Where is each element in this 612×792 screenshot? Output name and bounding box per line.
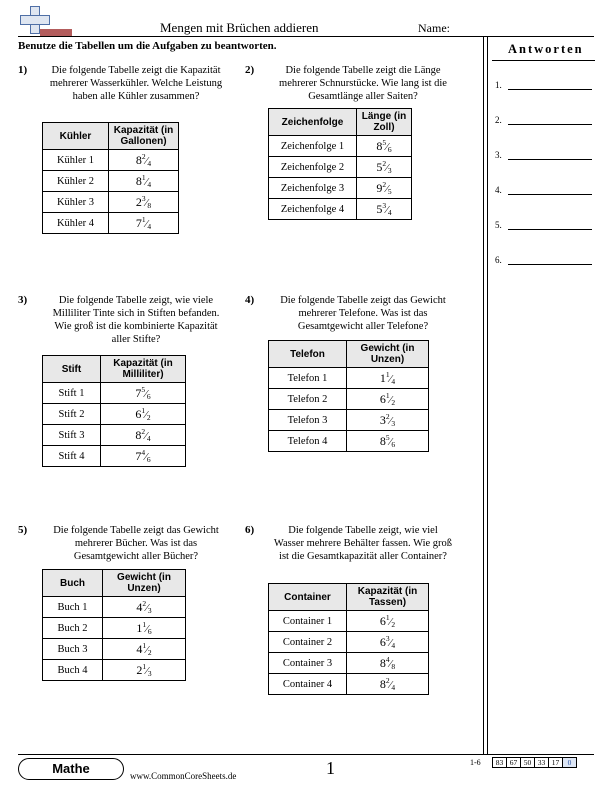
problem-6 bbox=[245, 524, 470, 563]
value-cell bbox=[101, 383, 186, 404]
value-cell bbox=[101, 446, 186, 467]
problem-text: Die folgende Tabelle zeigt das Gewicht mehrerer Telefone. Was ist das Gesamtgewicht aller Telefone? bbox=[280, 295, 446, 332]
score-cell: 33 bbox=[534, 757, 549, 768]
column-header: Gewicht (in Unzen) bbox=[347, 341, 429, 368]
answer-blank[interactable] bbox=[508, 115, 592, 125]
problem-4 bbox=[245, 294, 470, 333]
problem-text: Die folgende Tabelle zeigt, wie viel Wasser mehrere Behälter fassen. Wie groß ist die Gesamtkapazität aller Container? bbox=[273, 525, 453, 562]
table-row bbox=[269, 611, 429, 632]
column-header: Kapazität (in Tassen) bbox=[347, 584, 429, 611]
problem-text: Die folgende Tabelle zeigt die Kapazität mehrerer Wasserkühler. Welche Leistung haben alle Kühler zusammen? bbox=[49, 65, 223, 102]
value-cell bbox=[103, 660, 186, 681]
mixed-fraction: $6^3⁄4$ bbox=[379, 634, 396, 650]
score-key bbox=[493, 757, 577, 768]
row-label: Kühler 2 bbox=[43, 171, 109, 192]
top-rule bbox=[18, 36, 594, 37]
answers-rule bbox=[492, 60, 595, 61]
value-cell bbox=[347, 431, 429, 452]
answer-line[interactable] bbox=[495, 185, 595, 195]
problem-1 bbox=[18, 64, 243, 103]
problem-number: 3) bbox=[18, 294, 28, 306]
value-cell bbox=[109, 171, 179, 192]
value-cell bbox=[357, 199, 412, 220]
logo-icon bbox=[18, 4, 72, 36]
table-header-row bbox=[269, 341, 429, 368]
score-cell: 50 bbox=[520, 757, 535, 768]
table-row bbox=[43, 597, 186, 618]
table-row bbox=[269, 410, 429, 431]
value-cell bbox=[357, 157, 412, 178]
score-cell: 17 bbox=[548, 757, 563, 768]
problem-number: 2) bbox=[245, 64, 255, 76]
name-label: Name: bbox=[418, 21, 450, 35]
row-label: Zeichenfolge 2 bbox=[269, 157, 357, 178]
table-row bbox=[43, 150, 179, 171]
mixed-fraction: $6^1⁄2$ bbox=[379, 613, 396, 629]
data-table bbox=[42, 355, 186, 467]
mixed-fraction: $2^3⁄8$ bbox=[135, 194, 152, 210]
row-label: Zeichenfolge 4 bbox=[269, 199, 357, 220]
problem-3 bbox=[18, 294, 243, 346]
problem-number: 4) bbox=[245, 294, 255, 306]
column-header: Buch bbox=[43, 570, 103, 597]
column-header: Telefon bbox=[269, 341, 347, 368]
mixed-fraction: $1^1⁄6$ bbox=[136, 620, 152, 636]
value-cell bbox=[347, 368, 429, 389]
value-cell bbox=[347, 632, 429, 653]
row-label: Container 2 bbox=[269, 632, 347, 653]
problem-text: Die folgende Tabelle zeigt die Länge mehrerer Schnurstücke. Wie lang ist die Gesamtlänge aller Saiten? bbox=[279, 65, 447, 102]
table-header-row bbox=[43, 570, 186, 597]
table-header-row bbox=[43, 123, 179, 150]
value-cell bbox=[357, 178, 412, 199]
column-header: Gewicht (in Unzen) bbox=[103, 570, 186, 597]
column-header: Container bbox=[269, 584, 347, 611]
column-header: Länge (in Zoll) bbox=[357, 109, 412, 136]
column-header: Kapazität (in Gallonen) bbox=[109, 123, 179, 150]
row-label: Kühler 4 bbox=[43, 213, 109, 234]
problem-5 bbox=[18, 524, 243, 563]
problem-number: 1) bbox=[18, 64, 28, 76]
answer-blank[interactable] bbox=[508, 150, 592, 160]
row-label: Telefon 2 bbox=[269, 389, 347, 410]
table-row bbox=[269, 389, 429, 410]
value-cell bbox=[101, 425, 186, 446]
table-header-row bbox=[269, 584, 429, 611]
mixed-fraction: $4^2⁄3$ bbox=[136, 599, 152, 615]
column-header: Stift bbox=[43, 356, 101, 383]
mixed-fraction: $8^2⁄4$ bbox=[135, 152, 152, 168]
mixed-fraction: $7^4⁄6$ bbox=[135, 448, 151, 464]
data-table bbox=[268, 583, 429, 695]
mixed-fraction: $9^2⁄5$ bbox=[376, 180, 392, 196]
column-header: Kapazität (in Milliliter) bbox=[101, 356, 186, 383]
table-row bbox=[43, 192, 179, 213]
row-label: Kühler 1 bbox=[43, 150, 109, 171]
value-cell bbox=[101, 404, 186, 425]
row-label: Telefon 1 bbox=[269, 368, 347, 389]
mixed-fraction: $6^1⁄2$ bbox=[135, 406, 151, 422]
mixed-fraction: $8^5⁄6$ bbox=[376, 138, 392, 154]
data-table bbox=[42, 569, 186, 681]
row-label: Container 1 bbox=[269, 611, 347, 632]
answer-line[interactable] bbox=[495, 80, 595, 90]
row-label: Buch 4 bbox=[43, 660, 103, 681]
value-cell bbox=[109, 150, 179, 171]
instructions: Benutze die Tabellen um die Aufgaben zu beantworten. bbox=[18, 40, 277, 52]
answer-line[interactable] bbox=[495, 220, 595, 230]
value-cell bbox=[109, 213, 179, 234]
table-row bbox=[43, 425, 186, 446]
table-row bbox=[269, 157, 412, 178]
mixed-fraction: $6^1⁄2$ bbox=[379, 391, 396, 407]
answer-blank[interactable] bbox=[508, 255, 592, 265]
row-label: Buch 1 bbox=[43, 597, 103, 618]
answers-title: Antworten bbox=[508, 42, 584, 56]
row-label: Stift 2 bbox=[43, 404, 101, 425]
problem-number: 5) bbox=[18, 524, 28, 536]
score-cell: 83 bbox=[492, 757, 507, 768]
value-cell bbox=[347, 674, 429, 695]
mixed-fraction: $1^1⁄4$ bbox=[379, 370, 396, 386]
table-row bbox=[269, 178, 412, 199]
answer-number: 2. bbox=[495, 115, 502, 125]
table-header-row bbox=[43, 356, 186, 383]
mixed-fraction: $8^1⁄4$ bbox=[135, 173, 152, 189]
mixed-fraction: $5^3⁄4$ bbox=[376, 201, 392, 217]
mixed-fraction: $2^1⁄3$ bbox=[136, 662, 152, 678]
value-cell bbox=[347, 410, 429, 431]
value-cell bbox=[347, 389, 429, 410]
table-row bbox=[269, 653, 429, 674]
column-divider bbox=[483, 36, 488, 754]
answer-number: 5. bbox=[495, 220, 502, 230]
data-table bbox=[42, 122, 179, 234]
problem-text: Die folgende Tabelle zeigt das Gewicht mehrerer Bücher. Was ist das Gesamtgewicht aller Bücher? bbox=[53, 525, 219, 562]
row-label: Zeichenfolge 1 bbox=[269, 136, 357, 157]
table-row bbox=[269, 136, 412, 157]
table-row bbox=[269, 199, 412, 220]
row-label: Buch 2 bbox=[43, 618, 103, 639]
row-label: Container 4 bbox=[269, 674, 347, 695]
mixed-fraction: $5^2⁄3$ bbox=[376, 159, 392, 175]
table-row bbox=[43, 660, 186, 681]
table-row bbox=[269, 632, 429, 653]
row-label: Stift 3 bbox=[43, 425, 101, 446]
table-row bbox=[43, 171, 179, 192]
value-cell bbox=[109, 192, 179, 213]
answer-blank[interactable] bbox=[508, 220, 592, 230]
answer-line[interactable] bbox=[495, 255, 595, 265]
table-row bbox=[43, 639, 186, 660]
footer-rule bbox=[18, 754, 594, 755]
answer-number: 3. bbox=[495, 150, 502, 160]
value-cell bbox=[103, 597, 186, 618]
answer-number: 1. bbox=[495, 80, 502, 90]
table-row bbox=[269, 368, 429, 389]
mixed-fraction: $8^2⁄4$ bbox=[135, 427, 151, 443]
column-header: Zeichenfolge bbox=[269, 109, 357, 136]
mixed-fraction: $7^1⁄4$ bbox=[135, 215, 152, 231]
table-row bbox=[269, 431, 429, 452]
answer-blank[interactable] bbox=[508, 80, 592, 90]
mixed-fraction: $7^5⁄6$ bbox=[135, 385, 151, 401]
table-row bbox=[43, 404, 186, 425]
answer-line[interactable] bbox=[495, 115, 595, 125]
value-cell bbox=[347, 611, 429, 632]
score-cell: 0 bbox=[562, 757, 577, 768]
row-label: Kühler 3 bbox=[43, 192, 109, 213]
row-label: Container 3 bbox=[269, 653, 347, 674]
mixed-fraction: $8^4⁄8$ bbox=[379, 655, 396, 671]
score-cell: 67 bbox=[506, 757, 521, 768]
column-header: Kühler bbox=[43, 123, 109, 150]
answer-line[interactable] bbox=[495, 150, 595, 160]
row-label: Telefon 3 bbox=[269, 410, 347, 431]
answer-number: 4. bbox=[495, 185, 502, 195]
problem-text: Die folgende Tabelle zeigt, wie viele Milliliter Tinte sich in Stiften befanden. Wie groß ist die kombinierte Kapazität aller Stifte? bbox=[52, 295, 220, 345]
table-row bbox=[43, 383, 186, 404]
subject-badge: Mathe bbox=[18, 758, 124, 780]
row-label: Zeichenfolge 3 bbox=[269, 178, 357, 199]
table-row bbox=[43, 446, 186, 467]
table-header-row bbox=[269, 109, 412, 136]
mixed-fraction: $4^1⁄2$ bbox=[136, 641, 152, 657]
worksheet-title: Mengen mit Brüchen addieren bbox=[160, 20, 319, 35]
row-label: Stift 4 bbox=[43, 446, 101, 467]
row-label: Buch 3 bbox=[43, 639, 103, 660]
data-table bbox=[268, 108, 412, 220]
value-cell bbox=[103, 639, 186, 660]
problem-range: 1-6 bbox=[470, 758, 481, 767]
data-table bbox=[268, 340, 429, 452]
table-row bbox=[43, 618, 186, 639]
mixed-fraction: $8^2⁄4$ bbox=[379, 676, 396, 692]
problem-2 bbox=[245, 64, 470, 103]
answer-blank[interactable] bbox=[508, 185, 592, 195]
problem-number: 6) bbox=[245, 524, 255, 536]
value-cell bbox=[103, 618, 186, 639]
row-label: Telefon 4 bbox=[269, 431, 347, 452]
row-label: Stift 1 bbox=[43, 383, 101, 404]
answer-number: 6. bbox=[495, 255, 502, 265]
mixed-fraction: $8^5⁄6$ bbox=[379, 433, 396, 449]
table-row bbox=[269, 674, 429, 695]
page-number: 1 bbox=[326, 758, 335, 778]
table-row bbox=[43, 213, 179, 234]
mixed-fraction: $3^2⁄3$ bbox=[379, 412, 396, 428]
value-cell bbox=[357, 136, 412, 157]
value-cell bbox=[347, 653, 429, 674]
website-link[interactable]: www.CommonCoreSheets.de bbox=[130, 771, 237, 781]
